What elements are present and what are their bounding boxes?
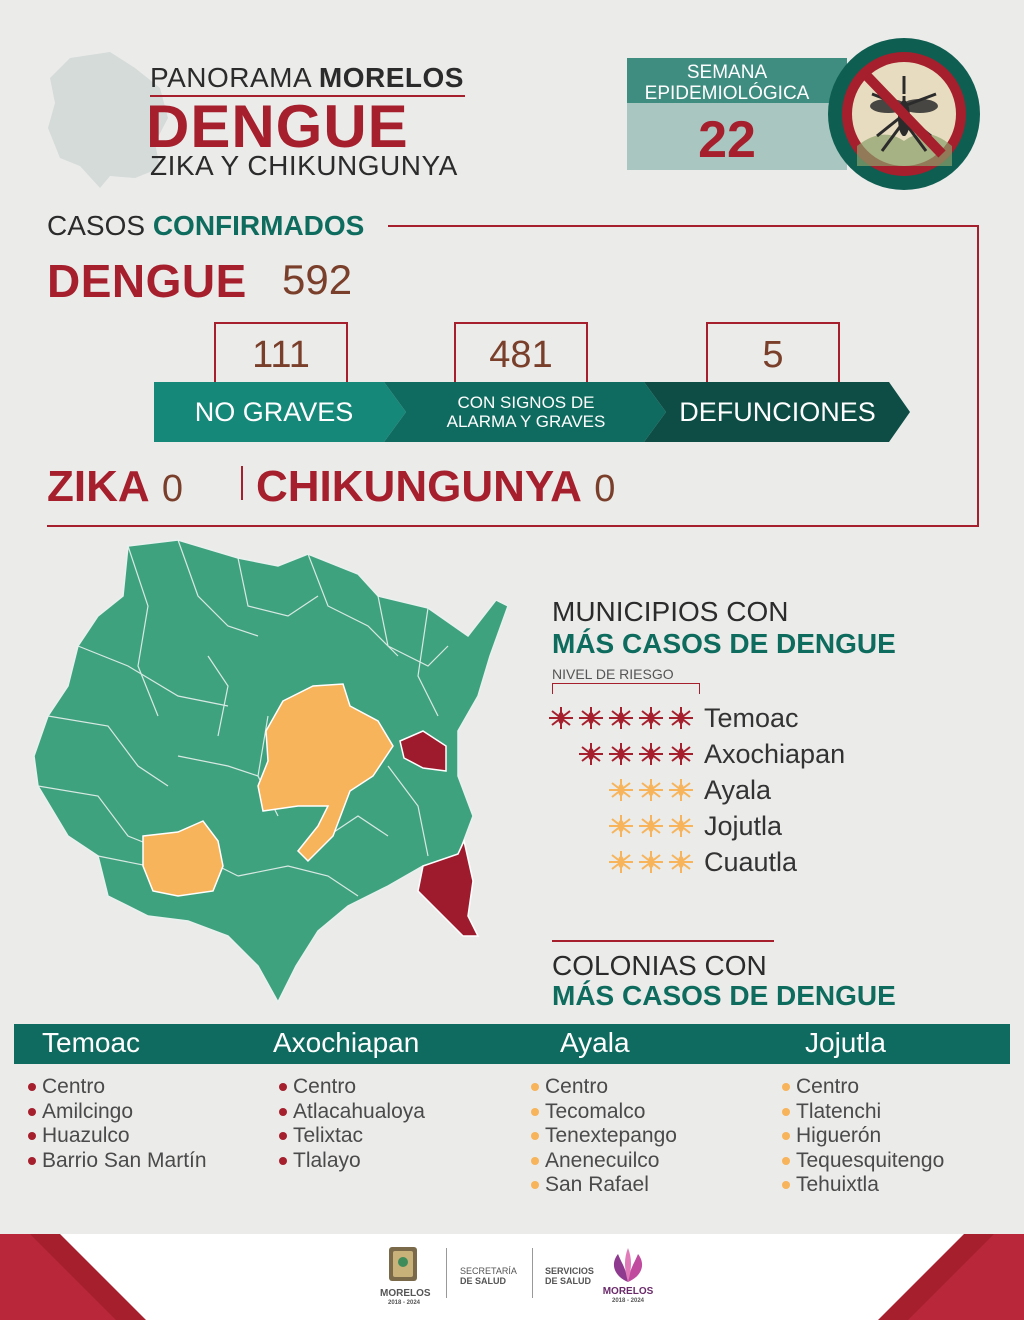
chik-label: CHIKUNGUNYA — [256, 462, 582, 511]
colonia-name: Tlalayo — [293, 1148, 361, 1172]
alarma-graves-label — [406, 382, 646, 442]
municipio-name: Jojutla — [704, 810, 783, 841]
footer-divider-2 — [532, 1248, 533, 1298]
bullet-dot-icon — [28, 1108, 36, 1116]
footer-right-stripe — [874, 1234, 1024, 1320]
risk-icons — [606, 775, 696, 805]
colonia-name: Anenecuilco — [545, 1148, 660, 1172]
risk-icons — [546, 703, 696, 733]
bullet-dot-icon — [782, 1157, 790, 1165]
colonia-name: Atlacahualoya — [293, 1099, 425, 1123]
panorama-region: MORELOS — [318, 62, 464, 93]
colonia-item — [279, 1075, 425, 1100]
colonia-name: Centro — [545, 1075, 609, 1098]
municipio-name: Axochiapan — [704, 738, 846, 769]
logo-secretaria-line2: DE SALUD — [460, 1276, 507, 1286]
colonia-item — [279, 1124, 425, 1149]
colonia-name: Tlatenchi — [796, 1099, 882, 1123]
bullet-dot-icon — [531, 1083, 539, 1091]
logo-morelos-text: MORELOS — [380, 1288, 431, 1299]
colonias-col-head-axochiapan: Axochiapan — [273, 1027, 420, 1058]
colonias-list-ayala — [531, 1075, 677, 1198]
no-graves-value: 111 — [214, 322, 348, 384]
frame-right — [977, 225, 979, 527]
municipio-name: Temoac — [704, 702, 799, 733]
mosquito-icon — [636, 775, 666, 805]
alarma-graves-value: 481 — [454, 322, 588, 384]
colonia-item — [782, 1100, 944, 1125]
rank-row — [530, 700, 874, 736]
mosquito-icon — [576, 703, 606, 733]
mosquito-icon — [636, 703, 666, 733]
colonia-item — [782, 1075, 944, 1100]
defunciones-label: DEFUNCIONES — [679, 396, 876, 427]
colonia-item — [28, 1075, 207, 1100]
dengue-total: 592 — [282, 256, 353, 303]
defunciones-value: 5 — [706, 322, 840, 384]
week-label — [627, 62, 827, 104]
logo-morelos-sub: 2018 - 2024 — [387, 1300, 421, 1306]
mosquito-icon — [546, 703, 576, 733]
mosquito-icon — [606, 739, 636, 769]
zika-value: 0 — [161, 468, 184, 510]
colonia-name: Tequesquitengo — [796, 1148, 945, 1172]
panorama-prefix: PANORAMA — [150, 62, 311, 93]
logo-servicios-line2: DE SALUD — [545, 1276, 592, 1286]
mosquito-icon — [606, 811, 636, 841]
week-label-line2: EPIDEMIOLÓGICA — [644, 83, 810, 104]
bullet-dot-icon — [531, 1108, 539, 1116]
mosquito-icon — [606, 847, 636, 877]
bullet-dot-icon — [531, 1181, 539, 1189]
colonia-name: Amilcingo — [42, 1099, 134, 1123]
bullet-dot-icon — [279, 1132, 287, 1140]
logo-servicios — [545, 1266, 594, 1286]
mosquito-icon — [576, 739, 606, 769]
risk-icons — [606, 811, 696, 841]
municipios-title-line2: MÁS CASOS DE DENGUE — [552, 628, 896, 659]
logo-secretaria-line1: SECRETARÍA — [460, 1266, 517, 1276]
bullet-dot-icon — [782, 1108, 790, 1116]
chik-value: 0 — [594, 468, 616, 510]
colonia-item — [531, 1100, 677, 1125]
bullet-dot-icon — [28, 1083, 36, 1091]
colonias-col-head-ayala: Ayala — [560, 1027, 630, 1058]
colonia-item — [782, 1124, 944, 1149]
colonia-item — [782, 1149, 944, 1174]
bullet-dot-icon — [531, 1132, 539, 1140]
colonia-name: Tenextepango — [545, 1124, 677, 1147]
colonia-item — [279, 1149, 425, 1174]
frame-top — [388, 225, 978, 227]
mosquito-prohibited-icon — [822, 36, 986, 192]
colonia-name: San Rafael — [545, 1173, 649, 1196]
risk-icons — [576, 739, 696, 769]
colonias-divider — [552, 940, 774, 942]
colonia-name: Telixtac — [293, 1124, 364, 1147]
morelos-map — [28, 536, 512, 1006]
bullet-dot-icon — [782, 1083, 790, 1091]
logo-secretaria — [460, 1266, 517, 1286]
rank-row — [530, 736, 874, 772]
page-title: DENGUE — [146, 93, 409, 160]
colonias-list-axochiapan — [279, 1075, 425, 1173]
municipios-ranking — [530, 700, 874, 880]
risk-level-bracket — [552, 683, 700, 694]
frame-bottom — [47, 525, 979, 527]
confirmed-highlight: CONFIRMADOS — [152, 210, 365, 241]
bullet-dot-icon — [531, 1157, 539, 1165]
mosquito-icon — [636, 811, 666, 841]
morelos-shield-icon — [388, 1246, 418, 1282]
morelos-flower-icon — [604, 1246, 652, 1286]
dengue-label: DENGUE — [47, 255, 247, 307]
mosquito-icon — [666, 739, 696, 769]
no-graves-label: NO GRAVES — [194, 396, 354, 427]
colonia-item — [531, 1075, 677, 1100]
chik-row — [256, 462, 615, 512]
bullet-dot-icon — [782, 1181, 790, 1189]
colonia-name: Higuerón — [796, 1124, 882, 1147]
colonias-col-head-jojutla: Jojutla — [805, 1027, 886, 1058]
bullet-dot-icon — [28, 1132, 36, 1140]
colonia-item — [28, 1149, 207, 1174]
colonia-name: Centro — [796, 1075, 860, 1098]
page-subtitle: ZIKA Y CHIKUNGUNYA — [150, 150, 458, 181]
rank-row — [530, 844, 874, 880]
footer-left-stripe — [0, 1234, 150, 1320]
confirmed-prefix: CASOS — [47, 210, 146, 241]
colonia-item — [279, 1100, 425, 1125]
logo-servicios-line1: SERVICIOS — [545, 1266, 594, 1276]
logo-morelos2-sub: 2018 - 2024 — [611, 1298, 645, 1304]
colonia-name: Centro — [42, 1075, 106, 1098]
rank-row — [530, 808, 874, 844]
colonia-item — [782, 1173, 944, 1198]
confirmed-heading — [47, 210, 364, 242]
municipio-name: Cuautla — [704, 846, 798, 877]
colonias-title-line1: COLONIAS CON — [552, 950, 767, 981]
colonia-item — [531, 1149, 677, 1174]
colonia-name: Huazulco — [42, 1124, 130, 1147]
logo-morelos2-text: MORELOS — [602, 1286, 654, 1297]
colonia-name: Barrio San Martín — [42, 1148, 207, 1172]
zika-chik-divider — [241, 466, 243, 500]
mosquito-icon — [666, 847, 696, 877]
colonia-item — [531, 1173, 677, 1198]
bullet-dot-icon — [279, 1157, 287, 1165]
colonia-name: Centro — [293, 1075, 357, 1098]
bullet-dot-icon — [279, 1083, 287, 1091]
bullet-dot-icon — [28, 1157, 36, 1165]
mosquito-icon — [666, 811, 696, 841]
mosquito-icon — [606, 703, 636, 733]
mosquito-icon — [636, 739, 666, 769]
colonias-title-line2: MÁS CASOS DE DENGUE — [552, 980, 896, 1011]
week-label-line1: SEMANA — [686, 62, 768, 83]
colonia-item — [531, 1124, 677, 1149]
colonias-col-head-temoac: Temoac — [42, 1027, 141, 1058]
mosquito-icon — [666, 775, 696, 805]
zika-label: ZIKA — [47, 462, 150, 511]
week-number: 22 — [698, 111, 756, 169]
colonia-name: Tecomalco — [545, 1099, 646, 1123]
alarma-graves-label-line1: CON SIGNOS DE — [457, 393, 595, 412]
municipio-name: Ayala — [704, 774, 772, 805]
colonia-name: Tehuixtla — [796, 1173, 879, 1196]
risk-level-label: NIVEL DE RIESGO — [552, 666, 674, 682]
bullet-dot-icon — [782, 1132, 790, 1140]
risk-icons — [606, 847, 696, 877]
mosquito-icon — [666, 703, 696, 733]
colonia-item — [28, 1124, 207, 1149]
mosquito-icon — [636, 847, 666, 877]
mosquito-icon — [606, 775, 636, 805]
colonias-list-temoac — [28, 1075, 207, 1173]
panorama-heading — [150, 62, 464, 94]
alarma-graves-label-line2: ALARMA Y GRAVES — [446, 412, 606, 431]
rank-row — [530, 772, 874, 808]
colonias-list-jojutla — [782, 1075, 944, 1198]
municipios-title-line1: MUNICIPIOS CON — [552, 596, 789, 627]
zika-row — [47, 462, 183, 512]
colonia-item — [28, 1100, 207, 1125]
bullet-dot-icon — [279, 1108, 287, 1116]
footer-divider-1 — [446, 1248, 447, 1298]
